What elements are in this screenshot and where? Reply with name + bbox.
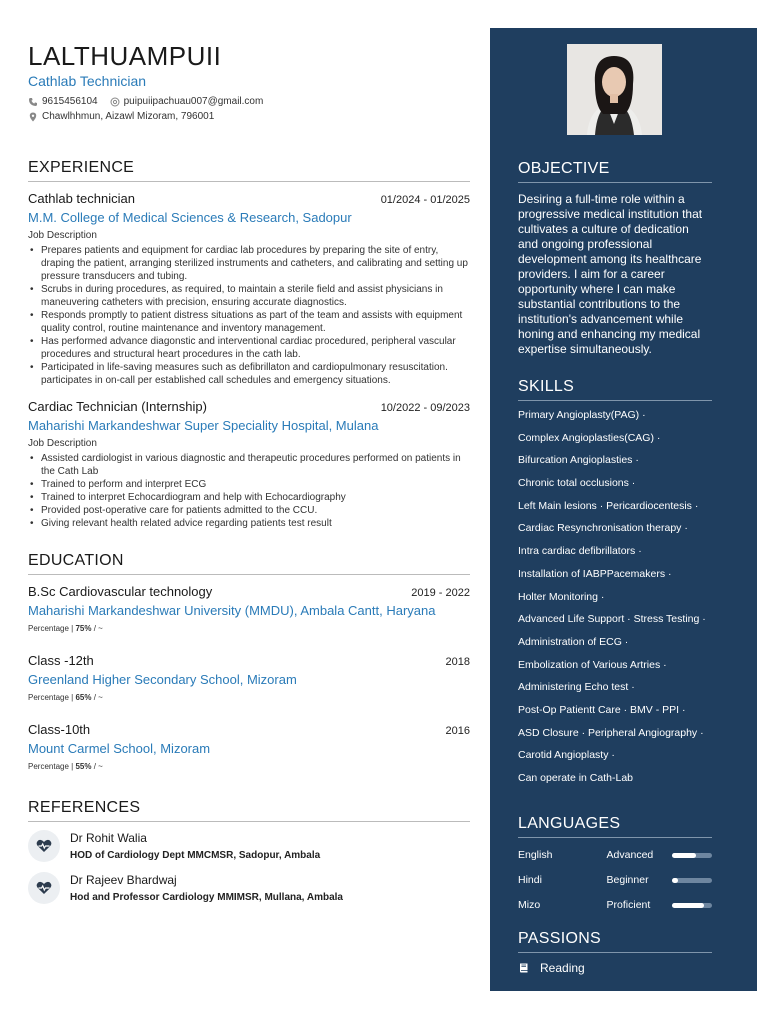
references-section <box>28 799 470 904</box>
education-section <box>28 552 470 771</box>
phone-text[interactable]: 9615456104 <box>42 96 98 107</box>
list-item: • Assisted cardiologist in various diagnostic and therapeutic procedures performed on patients in the Cath Lab <box>28 452 470 478</box>
entry-organization: Greenland Higher Secondary School, Mizoram <box>28 672 297 687</box>
languages-section <box>518 815 712 913</box>
reference-item <box>28 830 470 862</box>
list-item: Embolization of Various Artries · <box>518 658 667 671</box>
experience-entry <box>28 191 470 387</box>
percentage-label: Percentage <box>28 624 69 633</box>
entry-head <box>28 584 470 599</box>
email-contact <box>110 96 264 108</box>
entry-title: B.Sc Cardiovascular technology <box>28 584 213 599</box>
list-item: • Scrubs in during procedures, as required, to maintain a sterile field and assist physicians in maneuvering catheters with precision, ensuring accurate diagnostics. <box>28 283 470 309</box>
list-item: • Responds promptly to patient distress situations as part of the team and assists with equipment quality control, routine maintenance and inventory management. <box>28 309 470 335</box>
experience-title: EXPERIENCE <box>28 159 470 182</box>
list-item: • Trained to interpret Echocardiogram and help with Echocardiography <box>28 491 470 504</box>
list-item: • Prepares patients and equipment for cardiac lab procedures by preparing the site of entry, draping the patient, arranging sterilized instruments and catheters, and calibrating and setting up pressure transducers and tubing. <box>28 244 470 283</box>
education-entry <box>28 722 470 771</box>
job-description-label: Job Description <box>28 230 97 241</box>
entry-date: 2016 <box>445 725 470 737</box>
bullet-list <box>28 452 470 530</box>
language-level-fill <box>672 903 704 908</box>
language-name: English <box>518 849 553 861</box>
phone-contact <box>28 96 98 108</box>
passion-item <box>518 961 712 975</box>
list-item: • Trained to perform and interpret ECG <box>28 478 470 491</box>
passion-label: Reading <box>540 961 585 975</box>
references-title: REFERENCES <box>28 799 470 822</box>
entry-title: Class-10th <box>28 722 91 737</box>
address-text: Chawlhhmun, Aizawl Mizoram, 796001 <box>42 111 215 122</box>
list-item: • Participated in life-saving measures such as defibrillaton and cardiopulmonary resuscitation. participates in on-call per established call schedules and emergency situations. <box>28 361 470 387</box>
language-name: Mizo <box>518 899 541 911</box>
candidate-name: LALTHUAMPUII <box>28 41 222 71</box>
percentage-line: Percentage | 75% / ~ <box>28 624 103 633</box>
percentage-value: 75% <box>75 624 92 633</box>
education-entry <box>28 653 470 702</box>
entry-head <box>28 191 470 206</box>
entry-organization: Mount Carmel School, Mizoram <box>28 741 211 756</box>
profile-photo <box>567 44 662 135</box>
entry-head <box>28 653 470 668</box>
entry-date: 10/2022 - 09/2023 <box>380 402 470 414</box>
reference-text <box>70 830 320 861</box>
list-item: Carotid Angioplasty · <box>518 749 615 762</box>
language-row <box>518 847 712 863</box>
list-item: Administering Echo test · <box>518 681 635 694</box>
entry-organization: Maharishi Markandeshwar University (MMDU), Ambala Cantt, Haryana <box>28 603 436 618</box>
heartbeat-icon <box>28 872 60 904</box>
list-item: Bifurcation Angioplasties · <box>518 454 639 467</box>
bullet-list <box>28 244 470 387</box>
language-level-fill <box>672 878 678 883</box>
list-item: Primary Angioplasty(PAG) · <box>518 409 646 421</box>
skills-list <box>518 404 712 790</box>
reference-name: Dr Rohit Walia <box>70 831 147 845</box>
entry-organization: M.M. College of Medical Sciences & Research, Sadopur <box>28 210 352 225</box>
sidebar <box>490 28 757 991</box>
entry-organization: Maharishi Markandeshwar Super Speciality Hospital, Mulana <box>28 418 379 433</box>
list-item: Can operate in Cath-Lab <box>518 772 633 784</box>
percentage-label: Percentage <box>28 762 69 771</box>
heartbeat-icon <box>28 830 60 862</box>
list-item: • Has performed advance diagonstic and interventional cardiac procedured, peripheral vascular procedures and structural heart procedures in the cath lab. <box>28 335 470 361</box>
entry-title: Cathlab technician <box>28 191 135 206</box>
list-item: Installation of IABPPacemakers · <box>518 567 672 580</box>
language-level-bar <box>672 878 712 883</box>
experience-entry <box>28 399 470 530</box>
language-name: Hindi <box>518 874 542 886</box>
objective-section <box>518 160 712 357</box>
percentage-value: 65% <box>75 693 92 702</box>
book-icon <box>518 962 530 974</box>
list-item: Complex Angioplasties(CAG) · <box>518 431 661 444</box>
address-contact <box>28 111 214 123</box>
list-item: Administration of ECG · <box>518 635 629 648</box>
language-level: Advanced <box>606 849 654 861</box>
experience-section <box>28 159 470 530</box>
address-row <box>28 111 470 123</box>
list-item: Cardiac Resynchronisation therapy · <box>518 522 688 535</box>
entry-date: 2018 <box>445 656 470 668</box>
percentage-value: 55% <box>75 762 92 771</box>
reference-description: HOD of Cardiology Dept MMCMSR, Sadopur, Ambala <box>70 850 321 861</box>
list-item: • Provided post-operative care for patients admitted to the CCU. <box>28 504 470 517</box>
percentage-line: Percentage | 55% / ~ <box>28 762 103 771</box>
location-pin-icon <box>28 112 38 122</box>
list-item: ASD Closure · Peripheral Angiography · <box>518 726 704 739</box>
language-level-bar <box>672 853 712 858</box>
language-level-bar <box>672 903 712 908</box>
language-level: Proficient <box>606 899 651 911</box>
education-title: EDUCATION <box>28 552 470 575</box>
list-item: Chronic total occlusions · <box>518 477 636 490</box>
reference-item <box>28 872 470 904</box>
reference-text <box>70 872 343 903</box>
language-row <box>518 872 712 888</box>
at-icon <box>110 97 120 107</box>
passions-title: PASSIONS <box>518 930 712 953</box>
percentage-tail: / ~ <box>93 624 103 633</box>
entry-head <box>28 722 470 737</box>
job-role: Cathlab Technician <box>28 73 147 89</box>
list-item: Holter Monitoring · <box>518 590 605 603</box>
languages-title: LANGUAGES <box>518 815 712 838</box>
passions-section <box>518 930 712 975</box>
list-item: Advanced Life Support · Stress Testing · <box>518 613 706 626</box>
entry-title: Cardiac Technician (Internship) <box>28 399 207 414</box>
reference-name: Dr Rajeev Bhardwaj <box>70 873 177 887</box>
objective-text: Desiring a full-time role within a progressive medical institution that cultivates a culture of dedication and ongoing professional development among its healthcare providers. I aim for a career opportunity where I can make substantial contributions to the institution's advancement while honing and enhancing my medical expertise simultaneously. <box>518 192 703 356</box>
language-level: Beginner <box>606 874 649 886</box>
list-item: Left Main lesions · Pericardiocentesis · <box>518 499 699 512</box>
language-level-fill <box>672 853 696 858</box>
entry-date: 2019 - 2022 <box>411 587 470 599</box>
phone-icon <box>28 97 38 107</box>
skills-section <box>518 378 712 790</box>
job-description-label: Job Description <box>28 438 97 449</box>
main-column <box>28 40 470 904</box>
list-item: Post-Op Patientt Care · BMV - PPI · <box>518 703 686 716</box>
list-item: • Giving relevant health related advice regarding patients test result <box>28 517 470 530</box>
reference-description: Hod and Professor Cardiology MMIMSR, Mullana, Ambala <box>70 892 343 903</box>
skills-title: SKILLS <box>518 378 712 401</box>
percentage-tail: / ~ <box>93 693 103 702</box>
list-item: Intra cardiac defibrillators · <box>518 545 642 558</box>
objective-title: OBJECTIVE <box>518 160 712 183</box>
percentage-tail: / ~ <box>93 762 103 771</box>
entry-title: Class -12th <box>28 653 94 668</box>
entry-date: 01/2024 - 01/2025 <box>380 194 470 206</box>
education-entry <box>28 584 470 633</box>
percentage-line: Percentage | 65% / ~ <box>28 693 103 702</box>
entry-head <box>28 399 470 414</box>
email-text[interactable]: puipuiipachuau007@gmail.com <box>123 96 264 107</box>
contact-row <box>28 96 470 108</box>
percentage-label: Percentage <box>28 693 69 702</box>
language-row <box>518 897 712 913</box>
